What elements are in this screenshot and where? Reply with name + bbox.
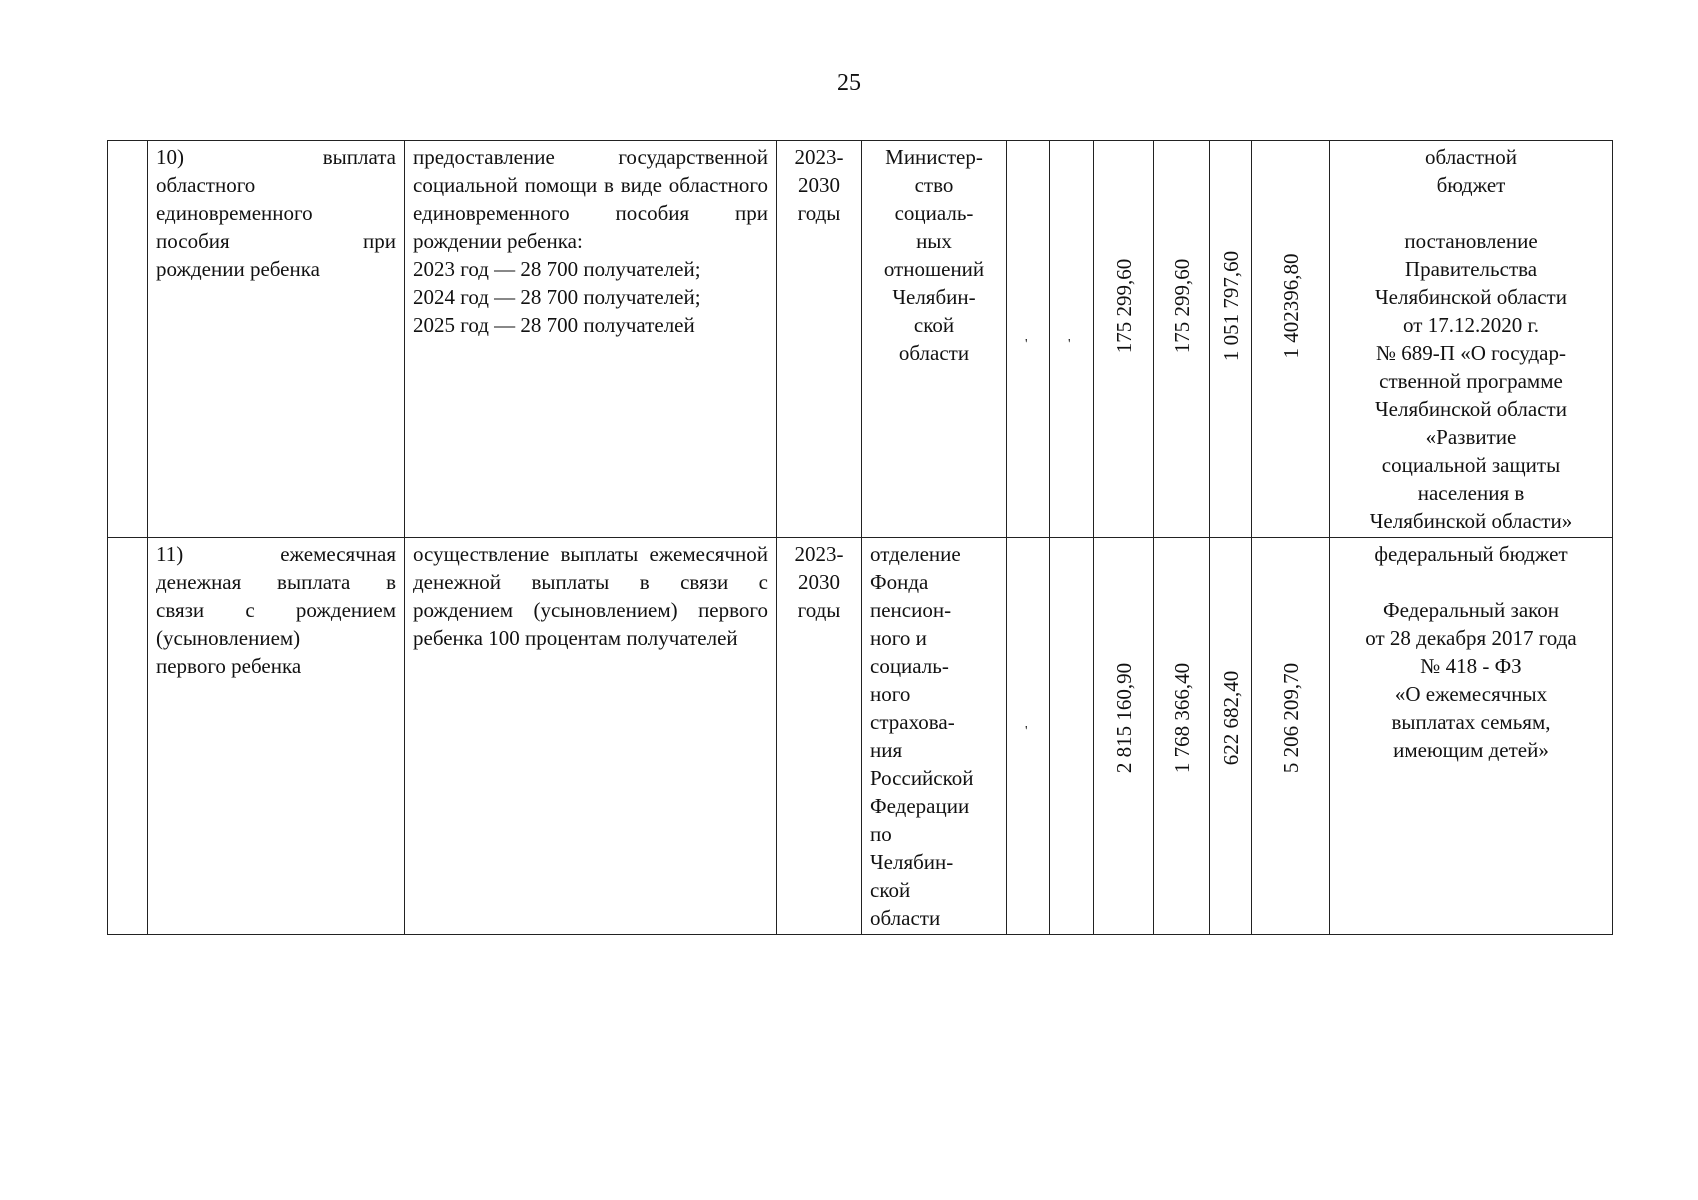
measure-description-cell: предоставление государственной социальной помощи в виде областного единовременного пособия при рождении ребенка: 2023 год — 28 700 получателей; 2024 год — 28 700 получателей; 2025 год — 28 700 получателей — [405, 141, 777, 538]
value-text: 1 768 366,40 — [1169, 662, 1194, 774]
measures-table — [107, 140, 1613, 935]
value-text: 5 206 209,70 — [1278, 662, 1303, 774]
executor-cell: Министер- ство социаль- ных отношений Челябин- ской области — [862, 141, 1007, 538]
measure-name-cell: 11) ежемесячная денежная выплата в связи с рождением (усыновлением) первого ребенка — [148, 538, 405, 935]
value-text: 622 682,40 — [1218, 670, 1243, 766]
row-number-cell — [108, 141, 148, 538]
page-number: 25 — [837, 70, 861, 96]
table-row — [108, 141, 1613, 538]
value-text: 175 299,60 — [1169, 258, 1194, 354]
row-number-cell — [108, 538, 148, 935]
executor-cell: отделение Фонда пенсион- ного и социаль- ного страхова- ния Российской Федерации по Челябин- ской области — [862, 538, 1007, 935]
value-text: 2 815 160,90 — [1111, 662, 1136, 774]
funding-source-cell: областной бюджет постановление Правительства Челябинской области от 17.12.2020 г. № 689-П «О государ- ственной программе Челябинской области «Развитие социальной защиты населения в Челябинской области» — [1330, 141, 1613, 538]
value-text: 1 402396,80 — [1278, 253, 1303, 359]
measure-description-cell: осуществление выплаты ежемесячной денежной выплаты в связи с рождением (усыновлением) первого ребенка 100 процентам получателей — [405, 538, 777, 935]
value-cell-col6 — [1007, 141, 1050, 538]
value-text: 175 299,60 — [1111, 258, 1136, 354]
value-text: 1 051 797,60 — [1218, 250, 1243, 362]
value-cell-col9 — [1154, 141, 1210, 538]
period-cell: 2023-2030 годы — [777, 141, 862, 538]
value-cell-total — [1252, 538, 1330, 935]
value-cell-col6 — [1007, 538, 1050, 935]
table-row — [108, 538, 1613, 935]
measure-name-cell: 10) выплата областного единовременного пособия при рождении ребенка — [148, 141, 405, 538]
dash-mark: ' — [1025, 724, 1028, 739]
value-cell-col9 — [1154, 538, 1210, 935]
dash-mark: ' — [1068, 337, 1071, 352]
funding-source-cell: федеральный бюджет Федеральный закон от 28 декабря 2017 года № 418 - ФЗ «О ежемесячных выплатах семьям, имеющим детей» — [1330, 538, 1613, 935]
value-cell-total — [1252, 141, 1330, 538]
value-cell-col7 — [1050, 141, 1094, 538]
dash-mark: ' — [1025, 337, 1028, 352]
value-cell-col8 — [1094, 141, 1154, 538]
value-cell-col10 — [1210, 538, 1252, 935]
period-cell: 2023-2030 годы — [777, 538, 862, 935]
value-cell-col8 — [1094, 538, 1154, 935]
value-cell-col10 — [1210, 141, 1252, 538]
value-cell-col7 — [1050, 538, 1094, 935]
